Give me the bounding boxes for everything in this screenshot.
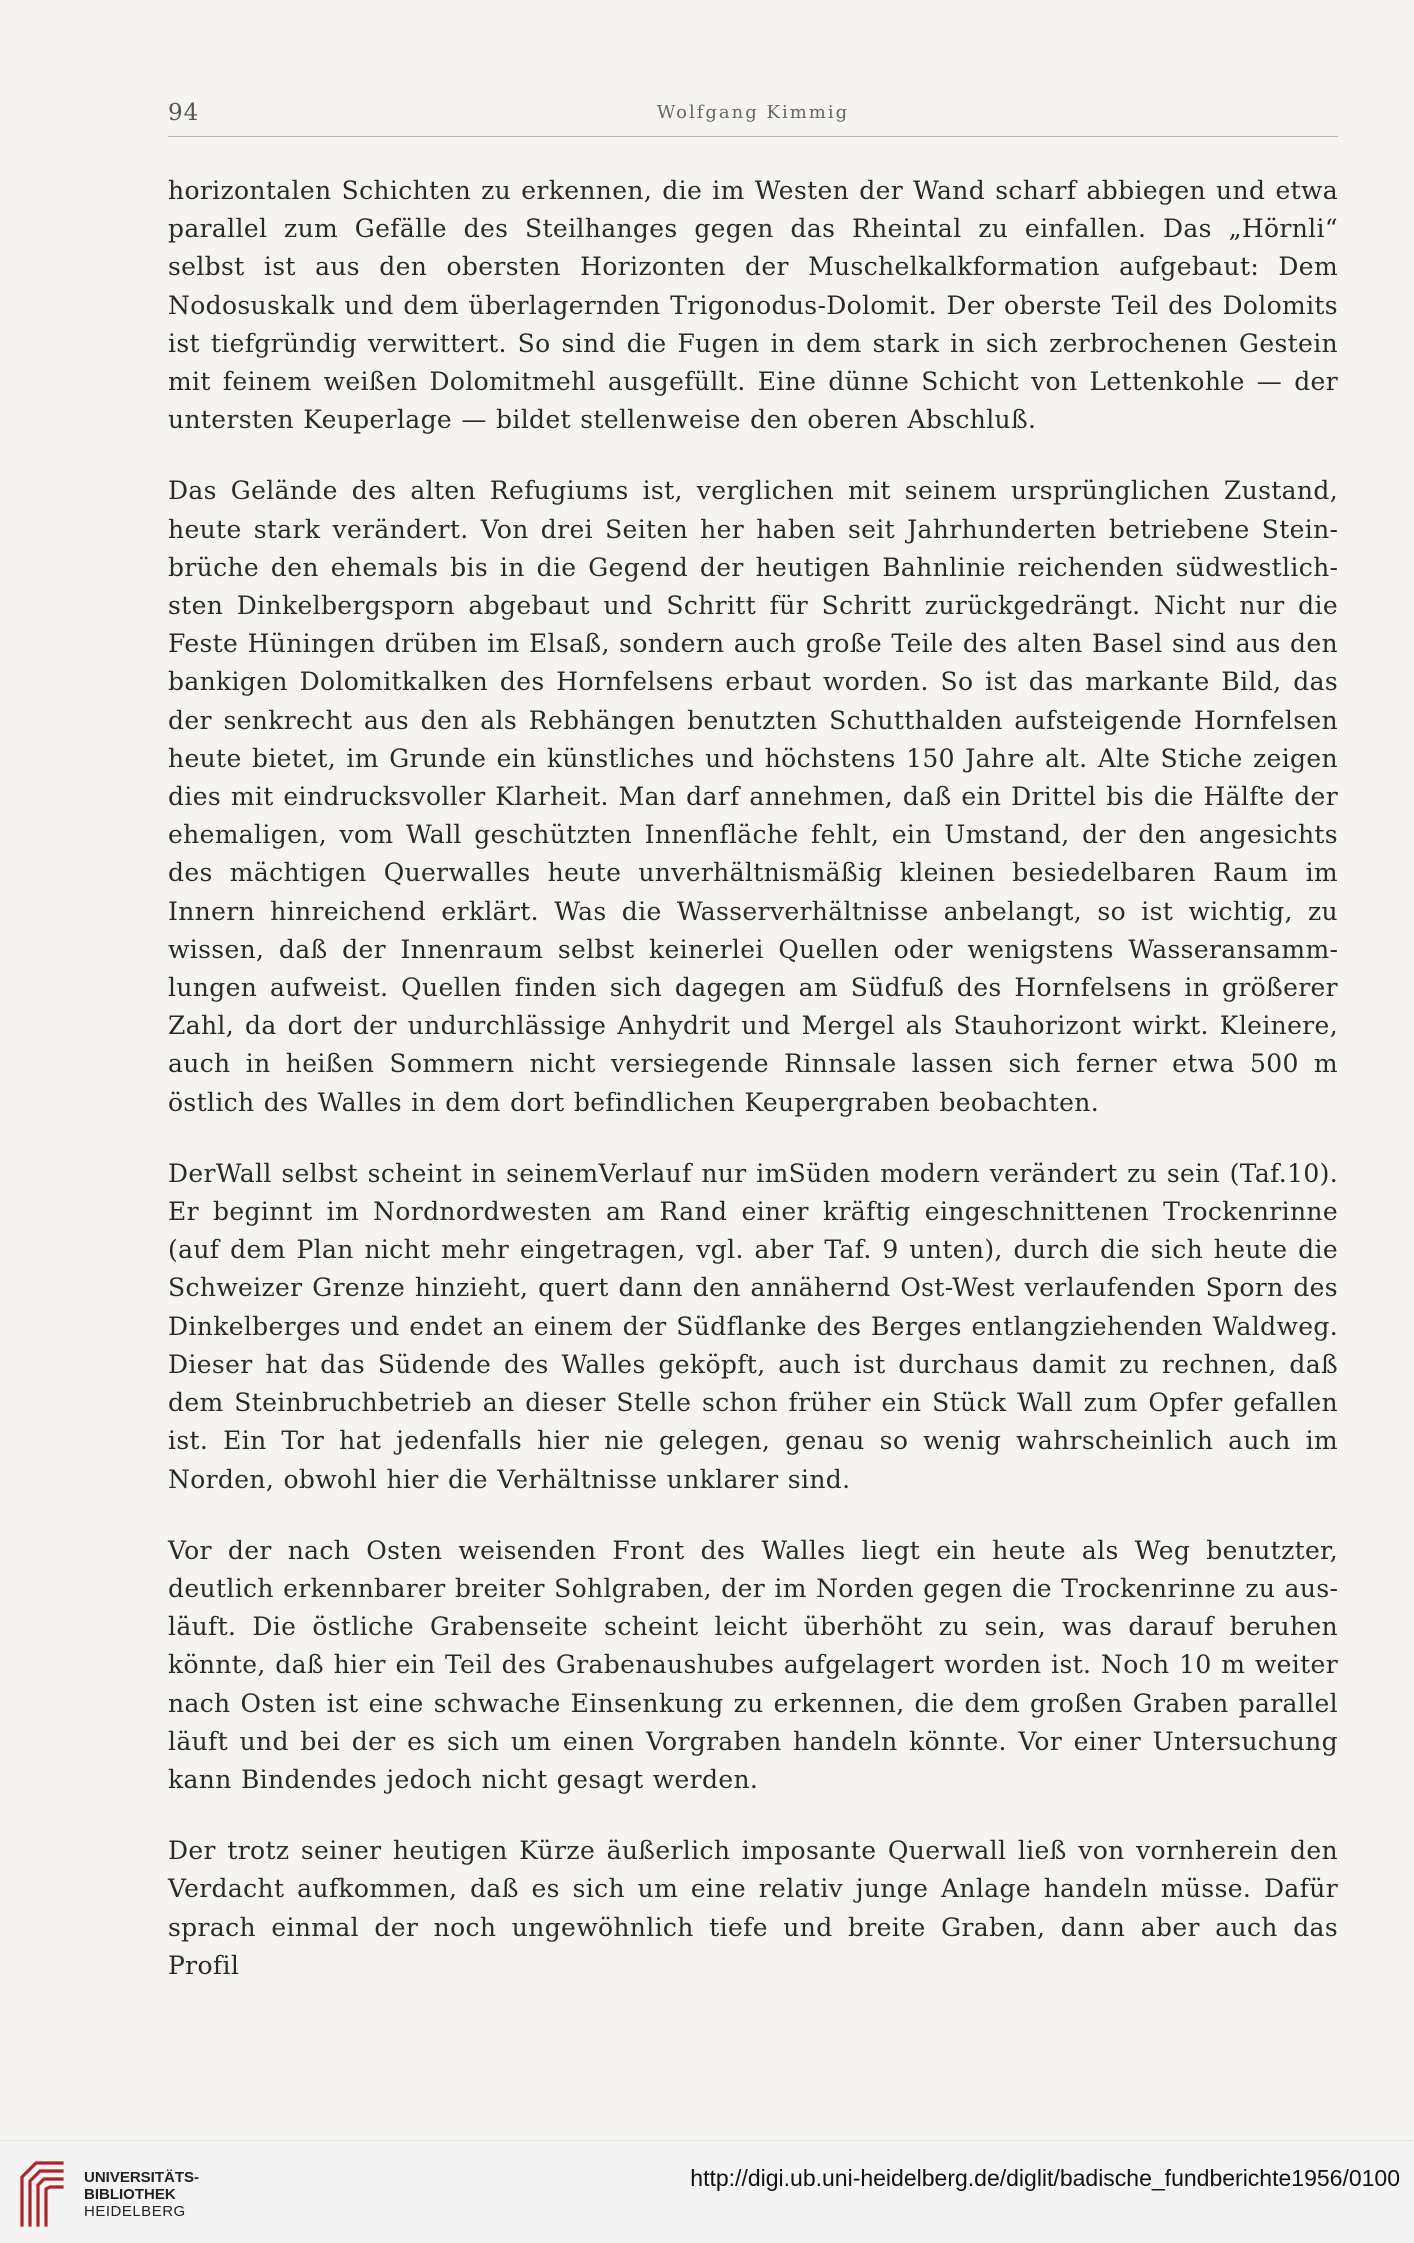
body-text [168,172,1338,2018]
paragraph: Vor der nach Osten weisenden Front des Walles liegt ein heute als Weg benutzter, deutlich erkennbarer breiter Sohlgraben, der im Norden gegen die Trockenrinne zu ausläuft. Die östliche Grabenseite scheint leicht überhöht zu sein, was darauf beruhen könnte, daß hier ein Teil des Grabenaushubes aufgelagert worden ist. Noch 10 m weiter nach Osten ist eine schwache Einsenkung zu erkennen, die dem großen Graben parallel läuft und bei der es sich um einen Vorgraben handeln könnte. Vor einer Untersuchung kann Bindendes jedoch nicht gesagt werden. [168,1535,1338,1794]
ub-heidelberg-logo-icon [16,2157,68,2229]
paragraph: DerWall selbst scheint in seinemVerlauf nur imSüden modern verändert zu sein (Taf.10). Er beginnt im Nordnordwesten am Rand einer kräftig eingeschnittenen Trockenrinne (auf dem Plan nicht mehr eingetragen, vgl. aber Taf. 9 unten), durch die sich heute die Schweizer Grenze hinzieht, quert dann den annähernd Ost-West verlaufenden Sporn des Dinkelberges und endet an einem der Südflanke des Berges entlangziehenden Waldweg. Dieser hat das Südende des Walles geköpft, auch ist durchaus damit zu rechnen, daß dem Steinbruchbetrieb an dieser Stelle schon früher ein Stück Wall zum Opfer gefallen ist. Ein Tor hat jedenfalls hier nie gelegen, genau so wenig wahrscheinlich auch im Norden, obwohl hier die Verhältnisse unklarer sind. [168,1158,1338,1494]
paragraph: horizontalen Schichten zu erkennen, die im Westen der Wand scharf abbiegen und etwa parallel zum Gefälle des Steilhanges gegen das Rheintal zu einfallen. Das „Hörnli“ selbst ist aus den obersten Horizonten der Muschelkalkformation aufgebaut: Dem Nodosuskalk und dem überlagernden Trigonodus-Dolomit. Der oberste Teil des Dolomits ist tiefgründig verwittert. So sind die Fugen in dem stark in sich zerbrochenen Gestein mit feinem weißen Dolomitmehl ausgefüllt. Eine dünne Schicht von Lettenkohle — der untersten Keuperlage — bildet stellenweise den oberen Abschluß. [168,176,1338,435]
source-url-link[interactable]: http://digi.ub.uni-heidelberg.de/diglit/badische_fundberichte1956/0100 [690,2165,1400,2191]
paragraph: Das Gelände des alten Refugiums ist, verglichen mit seinem ursprünglichen Zustand, heute stark verändert. Von drei Seiten her haben seit Jahrhunderten betriebene Steinbrüche den ehemals bis in die Gegend der heutigen Bahnlinie reichenden südwestlichsten Dinkelbergsporn abgebaut und Schritt für Schritt zurückgedrängt. Nicht nur die Feste Hüningen drüben im Elsaß, sondern auch große Teile des alten Basel sind aus den bankigen Dolomitkalken des Hornfelsens erbaut worden. So ist das markante Bild, das der senkrecht aus den als Rebhängen benutzten Schutthalden aufsteigende Hornfelsen heute bietet, im Grunde ein künstliches und höchstens 150 Jahre alt. Alte Stiche zeigen dies mit eindrucksvoller Klarheit. Man darf annehmen, daß ein Drittel bis die Hälfte der ehemaligen, vom Wall geschützten Innenfläche fehlt, ein Umstand, der den angesichts des mächtigen Querwalles heute unverhältnismäßig kleinen besiedelbaren Raum im Innern hinreichend erklärt. Was die Wasserverhältnisse anbelangt, so ist wichtig, zu wissen, daß der Innenraum selbst keinerlei Quellen oder wenigstens Wasseransammlungen aufweist. Quellen finden sich dagegen am Südfuß des Hornfelsens in größerer Zahl, da dort der undurchlässige Anhydrit und Mergel als Stauhorizont wirkt. Kleinere, auch in heißen Sommern nicht versiegende Rinnsale lassen sich ferner etwa 500 m östlich des Walles in dem dort befindlichen Keupergraben beobachten. [168,476,1338,1117]
library-name-line: BIBLIOTHEK [84,2186,176,2203]
library-name-line: HEIDELBERG [84,2203,186,2220]
library-name [84,2169,199,2220]
running-head-author: Wolfgang Kimmig [656,102,850,123]
library-name-line: UNIVERSITÄTS- [84,2169,200,2186]
page-number: 94 [168,100,200,126]
digitization-footer [0,2140,1414,2243]
paragraph: Der trotz seiner heutigen Kürze äußerlich imposante Querwall ließ von vornherein den Verdacht aufkommen, daß es sich um eine relativ junge Anlage handeln müsse. Dafür sprach einmal der noch ungewöhnlich tiefe und breite Graben, dann aber auch das Profil [168,1836,1338,1980]
running-head [168,100,1338,137]
